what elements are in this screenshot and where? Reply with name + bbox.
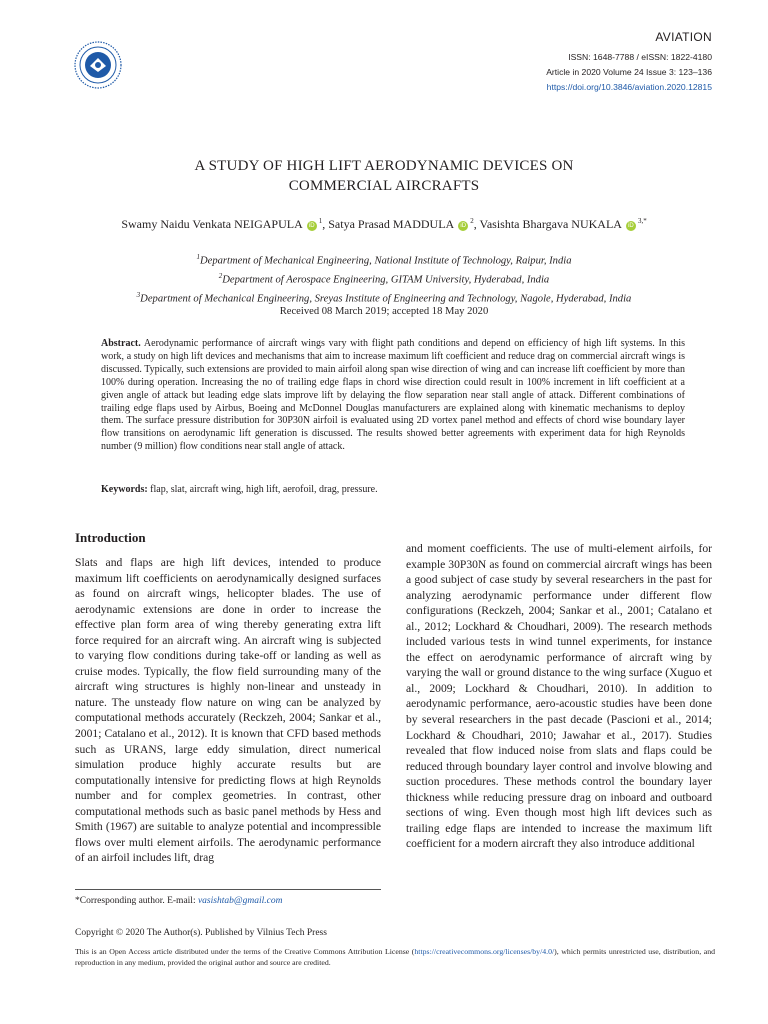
affiliation-mark: 2 (218, 272, 223, 281)
body-column-right (406, 541, 712, 852)
author-name: Vasishta Bhargava NUKALA (479, 217, 622, 231)
abstract-label: Abstract. (101, 338, 141, 349)
orcid-icon[interactable]: iD (626, 221, 636, 231)
affiliation-mark: 1 (196, 253, 200, 261)
affiliation-item (0, 269, 768, 288)
license-notice (75, 946, 715, 968)
author-affil-mark: 1 (318, 217, 323, 225)
author-name: Satya Prasad MADDULA (328, 217, 455, 231)
orcid-icon[interactable]: iD (458, 221, 468, 231)
paper-title (0, 156, 768, 196)
article-info: Article in 2020 Volume 24 Issue 3: 123–136 (546, 67, 712, 77)
keywords (101, 484, 685, 495)
license-text-start: This is an Open Access article distributed under the terms of the Creative Commons Attribution License ( (75, 947, 415, 956)
keywords-text: flap, slat, aircraft wing, high lift, aerofoil, drag, pressure. (150, 484, 378, 495)
author-affil-mark: 2 (470, 217, 474, 225)
doi-link[interactable]: https://doi.org/10.3846/aviation.2020.12815 (546, 82, 712, 92)
corresponding-label: *Corresponding author. E-mail: (75, 896, 196, 906)
journal-header (546, 30, 712, 92)
journal-issn: ISSN: 1648-7788 / eISSN: 1822-4180 (568, 52, 712, 62)
affiliation-item (0, 288, 768, 307)
section-heading-introduction: Introduction (75, 530, 146, 545)
journal-logo (73, 40, 123, 90)
license-link[interactable]: https://creativecommons.org/licenses/by/4.0/ (414, 947, 555, 956)
title-line-2: COMMERCIAL AIRCRAFTS (288, 178, 480, 194)
affiliation-text: Department of Aerospace Engineering, GITAM University, Hyderabad, India (222, 274, 550, 286)
license-text-end: ), which permits unrestricted use, distribution, and reproduction in any medium, provided the original author and source are credited. (75, 947, 715, 967)
corresponding-author-note (75, 896, 282, 906)
affiliation-mark: 3 (136, 291, 141, 300)
received-dates: Received 08 March 2019; accepted 18 May 2020 (279, 306, 489, 317)
affiliation-text: Department of Mechanical Engineering, Sreyas Institute of Engineering and Technology, Nagole, Hyderabad, India (140, 293, 632, 305)
abstract-text: Aerodynamic performance of aircraft wings vary with flight path conditions and depend on efficiency of high lift systems. In this work, a study on high lift devices and mechanisms that aim to increase maximum lift coefficient and reduce drag on commercial aircraft wings is discussed. Typically, such extensions are provided to main airfoil along span wise direction of wing and can increase lift coefficient by more than 100% during operation. Increasing the no of trailing edge flaps in chord wise direction could result in 100% increment in lift coefficient at a given angle of attack but leading edge slats improve lift by delaying the flow separation near stall angle of attack. Different combinations of trailing edge flaps used by Airbus, Boeing and McDonnel Douglas manufacturers are explained along with kinematic mechanisms to deploy them. The surface pressure distribution for 30P30N airfoil is evaluated using 2D vortex panel method and effects of chord wise boundary layer flow transitions on aerodynamic lift generation is discussed. The results showed better agreements with experiment data for high Reynolds number (9 million) flow conditions near stall angle of attack. (101, 338, 686, 453)
author-name: Swamy Naidu Venkata NEIGAPULA (121, 217, 303, 231)
footnote-divider (75, 889, 381, 890)
affiliation-text: Department of Mechanical Engineering, National Institute of Technology, Raipur, India (199, 255, 572, 267)
body-paragraph: and moment coefficients. The use of multi-element airfoils, for example 30P30N as found on commercial aircraft wings has been a good subject of case study by several researchers in the past for analyzing aerodynamic performance under different flow configurations (Reckzeh, 2004; Sankar et al., 2001; Catalano et al., 2012; Lockhard & Choudhari, 2009). The research methods included various tests in wind tunnel experiments, for instance the effect on aerodynamic performance of aircraft wing by varying the wall or ground distance to the wing surface (Xuguo et al., 2009; Lockhard & Choudhari, 2010). In addition to aerodynamic performance, aero-acoustic studies have been done by several researchers in the past decade (Pascioni et al., 2014; Lockhard & Choudhari, 2010; Jawahar et al., 2017). Studies revealed that flow induced noise from slats and flaps could be reduced through boundary layer control and involve blowing and suction procedures. These methods control the boundary layer thickness while reducing pressure drag on inboard and outboard sections of wing. Even though most high lift devices such as trailing edge flaps are intended to increase the maximum lift coefficient for a modern aircraft they also introduce additional (406, 542, 712, 851)
corresponding-email-link[interactable]: vasishtab@gmail.com (197, 896, 283, 906)
author-list: Swamy Naidu Venkata NEIGAPULA $iD^1$, Satya Prasad MADDULA $iD^2$, Vasishta Bhargava NUKALA $iD^{3,*}$ (121, 217, 647, 231)
body-paragraph: Slats and flaps are high lift devices, intended to produce maximum lift coefficients on aerodynamically designed surfaces as found on aircraft wings, helicopter blades. The use of aerodynamic extensions are done in order to increase the effective plan form area of wing thereby generating extra lift force required for an aircraft wing. An aircraft wing is subjected to varying flow conditions during take-off or landing as well as cruise modes. Typically, the flow field surrounding many of the aircraft wing structures is highly non-linear and unsteady in nature. The unsteady flow nature on wing can be analyzed by computational methods accurately (Reckzeh, 2004; Sankar et al., 2001; Catalano et al., 2012). It is known that CFD based methods such as URANS, large eddy simulation, direct numerical simulation produce highly accurate results but are computationally intensive for predicting flows at high Reynolds number and for complex geometries. In contrast, other computational methods such as basic panel methods by Hess and Smith (1967) are suitable to analyze potential and incompressible flows over multi element airfoils. The aerodynamic performance of an airfoil includes lift, drag (75, 556, 381, 865)
body-column-left (75, 555, 381, 866)
copyright-notice: Copyright © 2020 The Author(s). Published by Vilnius Tech Press (75, 928, 327, 938)
title-line-1: A STUDY OF HIGH LIFT AERODYNAMIC DEVICES ON (194, 158, 574, 174)
orcid-icon[interactable]: iD (307, 221, 317, 231)
affiliations (0, 250, 768, 307)
journal-name: AVIATION (655, 30, 712, 44)
keywords-label: Keywords: (101, 484, 148, 495)
author-affil-mark: 3,* (637, 217, 647, 225)
affiliation-item (0, 250, 768, 269)
abstract (101, 338, 685, 454)
